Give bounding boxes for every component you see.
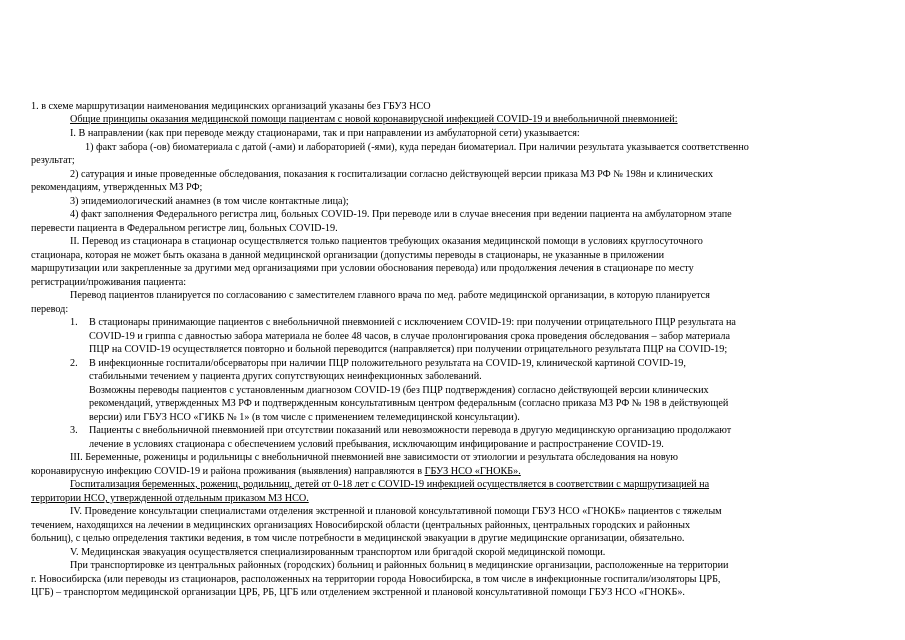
- paragraph-line: результат;: [31, 155, 75, 166]
- list-item-line: Пациенты с внебольничной пневмонией при отсутствии показаний или невозможности перевода в другую медицинскую организацию продолжают: [89, 425, 732, 436]
- list-item-line: В инфекционные госпитали/обсерваторы при наличии ПЦР положительного результата на COVID-19, клинической картиной COVID-19,: [89, 358, 686, 369]
- paragraph-line: маршрутизации или закрепленные за другими мед организациями при условии обоснования перевода) или продолжения лечения в стационаре по месту: [31, 263, 694, 274]
- paragraph-line: V. Медицинская эвакуация осуществляется специализированным транспортом или бригадой скорой медицинской помощи.: [70, 547, 606, 558]
- paragraph-line: перевод:: [31, 304, 69, 315]
- list-marker: 3.: [70, 425, 78, 436]
- paragraph-line: IV. Проведение консультации специалистами отделения экстренной и плановой консультативной помощи ГБУЗ НСО «ГНОКБ» пациентов с тяжелым: [70, 506, 722, 517]
- list-item-line: COVID-19 и гриппа с давностью забора материала не более 48 часов, в случае пролонгирования срока проведения обследования – забор материала: [89, 331, 730, 342]
- paragraph-line: [31, 465, 521, 478]
- list-marker: 2.: [70, 358, 78, 369]
- paragraph-line: 2) сатурация и иные проведенные обследования, показания к госпитализации согласно действующей версии приказа МЗ РФ № 198н и клинических: [70, 169, 714, 180]
- list-item-line: версии) или ГБУЗ НСО «ГИКБ № 1» (в том числе с применением телемедицинской консультации).: [89, 412, 520, 423]
- paragraph-line: При транспортировке из центральных районных (городских) больниц и районных больниц в медицинские организации, расположенные на территории: [70, 560, 729, 571]
- paragraph-line: перевести пациента в Федеральном регистре лиц, больных COVID-19.: [31, 223, 338, 234]
- list-item-line: лечение в условиях стационара с обеспечением условий пребывания, исключающим инфицирование и распространение COVID-19.: [89, 439, 664, 450]
- paragraph-line: III. Беременные, роженицы и родильницы с внебольничной пневмонией вне зависимости от этиологии и результата обследования на новую: [70, 452, 679, 463]
- paragraph-line: ЦГБ) – транспортом медицинской организации ЦРБ, РБ, ЦГБ или отделением экстренной и плановой консультативной помощи ГБУЗ НСО «ГНОКБ».: [31, 587, 685, 598]
- list-item-line: Возможны переводы пациентов с установленным диагнозом COVID-19 (без ПЦР подтверждения) согласно действующей версии клинических: [89, 385, 709, 396]
- list-item-line: рекомендаций, утвержденных МЗ РФ и подтвержденным консультативным центром федеральным (согласно приказа МЗ РФ № 198 в действующей: [89, 398, 729, 409]
- underlined-line: территории НСО, утвержденной отдельным приказом МЗ НСО.: [31, 493, 309, 504]
- section-heading: Общие принципы оказания медицинской помощи пациентам с новой коронавирусной инфекцией COVID-19 и внебольничной пневмонией:: [70, 114, 678, 125]
- paragraph-line: рекомендациям, утвержденных МЗ РФ;: [31, 182, 203, 193]
- underlined-line: Госпитализация беременных, рожениц, родильниц, детей от 0-18 лет с COVID-19 инфекцией осуществляется в соответствии с маршрутизацией на: [70, 479, 710, 490]
- hospital-name: ГБУЗ НСО «ГНОКБ».: [424, 466, 521, 477]
- paragraph-line: 3) эпидемиологический анамнез (в том числе контактные лица);: [70, 196, 349, 207]
- paragraph-line: течением, находящихся на лечении в медицинских организациях Новосибирской области (центральных районных, центральных городских и районных: [31, 520, 691, 531]
- paragraph-line: регистрации/проживания пациента:: [31, 277, 187, 288]
- paragraph-line: больниц), с целью определения тактики ведения, в том числе потребности в медицинской эвакуации в другие медицинские организации, обязательно.: [31, 533, 685, 544]
- paragraph-line: I. В направлении (как при переводе между стационарами, так и при направлении из амбулаторной сети) указывается:: [70, 128, 580, 139]
- paragraph-line: II. Перевод из стационара в стационар осуществляется только пациентов требующих оказания медицинской помощи в условиях круглосуточного: [70, 236, 703, 247]
- paragraph-line: 1) факт забора (-ов) биоматериала с датой (-ами) и лабораторией (-ями), куда передан биоматериал. При наличии результата указывается соответственно: [85, 142, 749, 153]
- paragraph-line: г. Новосибирска (или переводы из стационаров, расположенных на территории города Новосибирска, в том числе в инфекционные госпитали/изоляторы ЦРБ,: [31, 574, 721, 585]
- paragraph-line: стационара, которая не может быть оказана в данной медицинской организации (допустимы переводы в стационары, не указанные в приложении: [31, 250, 665, 261]
- paragraph-text: коронавирусную инфекцию COVID-19 и района проживания (выявления) направляются в: [31, 466, 425, 477]
- footnote-line: 1. в схеме маршрутизации наименования медицинских организаций указаны без ГБУЗ НСО: [31, 101, 431, 112]
- paragraph-line: Перевод пациентов планируется по согласованию с заместителем главного врача по мед. работе медицинской организации, в которую планируется: [70, 290, 710, 301]
- list-item-line: стабильными течением у пациента других сопутствующих неинфекционных заболеваний.: [89, 371, 482, 382]
- list-marker: 1.: [70, 317, 78, 328]
- paragraph-line: 4) факт заполнения Федерального регистра лиц, больных COVID-19. При переводе или в случае внесения при ведении пациента на амбулаторном этапе: [70, 209, 732, 220]
- list-item-line: ПЦР на COVID-19 осуществляется повторно и больной переводится (направляется) при получении отрицательного результата ПЦР на COVID-19;: [89, 344, 728, 355]
- list-item-line: В стационары принимающие пациентов с внебольничной пневмонией с исключением COVID-19: при получении отрицательного ПЦР результата на: [89, 317, 736, 328]
